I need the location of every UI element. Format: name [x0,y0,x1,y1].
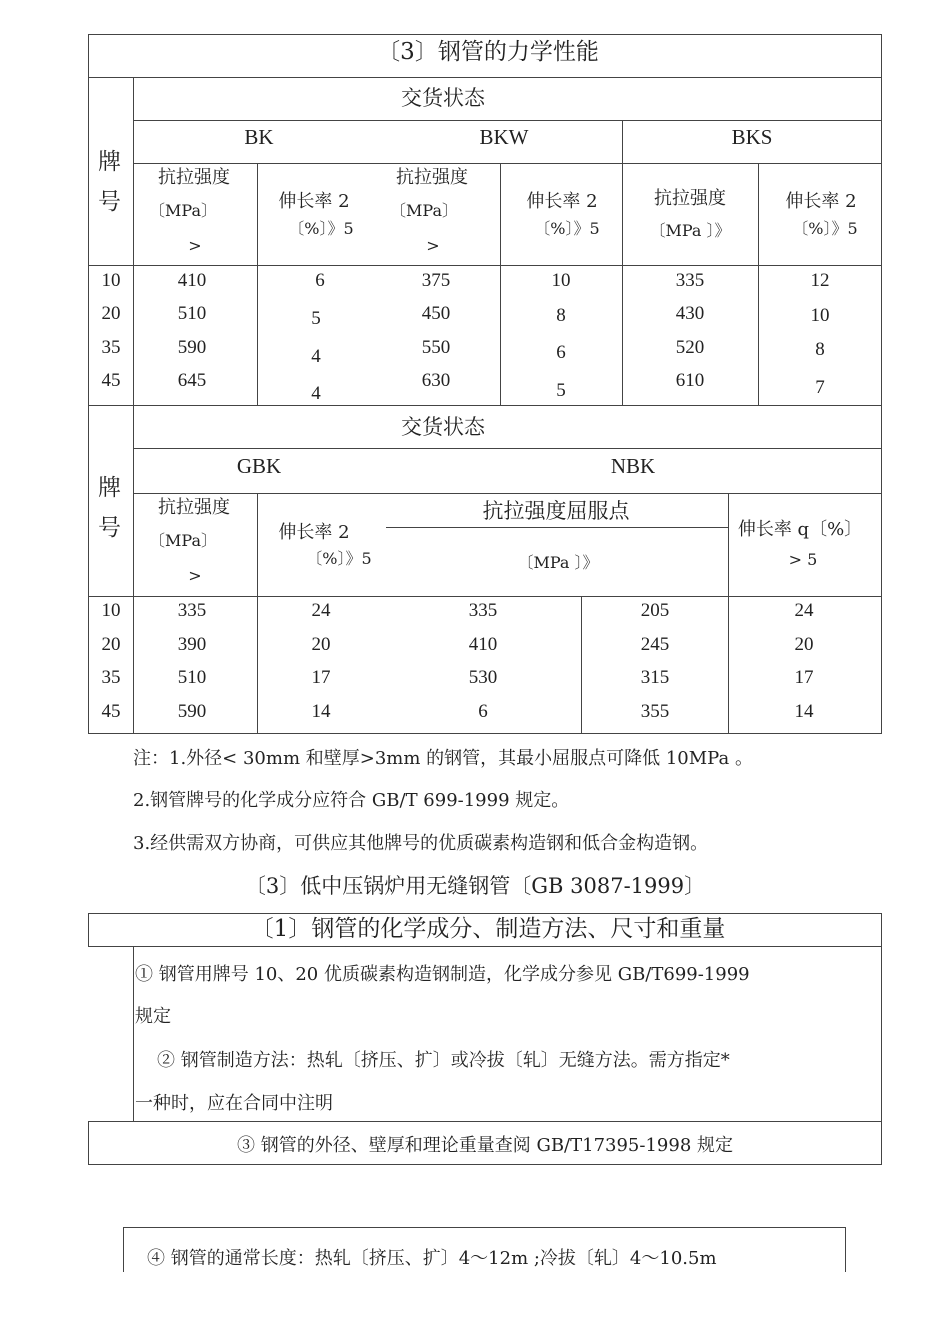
table-cell: 12 [810,270,830,291]
table-cell: 24 [311,600,331,621]
header-tensile-bk-unit: 〔MPa〕 [149,201,217,220]
header-elong-bk: 伸长率 2 [278,191,350,212]
item-3: ③ 钢管的外径、壁厚和理论重量查阅 GB/T17395-1998 规定 [237,1135,733,1156]
table-cell: 645 [177,370,207,391]
header-tensile-bkw-gt: > [426,236,440,255]
table-cell: 430 [675,303,705,324]
table-cell: 630 [421,370,451,391]
table-cell: 24 [794,600,814,621]
table-cell: 355 [640,701,670,722]
table-cell: 17 [311,667,331,688]
grade-cell: 45 [101,370,121,391]
note-2: 2.钢管牌号的化学成分应符合 GB/T 699-1999 规定。 [133,790,570,811]
delivery-state-label-2: 交货状态 [401,415,485,439]
table-cell: 550 [421,337,451,358]
section-heading: 〔1〕钢管的化学成分、制造方法、尺寸和重量 [250,916,726,942]
header-elong-nbk-gt: > 5 [788,550,818,569]
header-tensile-gbk: 抗拉强度 [158,497,230,518]
grade-cell: 20 [101,634,121,655]
item-1-line-2: 规定 [135,1006,171,1027]
table-cell: 335 [468,600,498,621]
header-tensile-gbk-gt: > [188,566,202,585]
table-cell: 510 [177,667,207,688]
table-cell: 205 [640,600,670,621]
group-nbk: NBK [610,454,656,478]
header-tensile-bks: 抗拉强度 [654,188,726,209]
header-tensile-bks-unit: 〔MPa 〕》 [649,221,731,240]
table-cell: 520 [675,337,705,358]
grade-cell: 20 [101,303,121,324]
header-tensile-yield-unit: 〔MPa 〕》 [517,553,599,572]
table-cell: 590 [177,337,207,358]
grade-cell: 10 [101,600,121,621]
grade-cell: 35 [101,667,121,688]
header-elong-gbk: 伸长率 2 [278,522,350,543]
note-1: 注：1.外径< 30mm 和壁厚>3mm 的钢管，其最小屈服点可降低 10MPa 。 [133,748,753,769]
table-cell: 4 [311,346,321,367]
group-gbk: GBK [236,454,282,478]
item-2-line-1: ② 钢管制造方法：热轧〔挤压、扩〕或冷拔〔轧〕无缝方法。需方指定* [157,1050,730,1071]
table-cell: 6 [315,270,325,291]
header-elong-bks-unit: 〔%〕》5 [792,219,858,238]
table-cell: 20 [311,634,331,655]
table-cell: 20 [794,634,814,655]
table-cell: 530 [468,667,498,688]
grade-cell: 45 [101,701,121,722]
table-cell: 590 [177,701,207,722]
grade-label-1: 牌号 [98,149,121,215]
header-tensile-gbk-unit: 〔MPa〕 [149,531,217,550]
delivery-state-label-1: 交货状态 [401,86,485,110]
table-cell: 335 [675,270,705,291]
grade-cell: 35 [101,337,121,358]
header-elong-bkw: 伸长率 2 [526,191,598,212]
table-cell: 14 [794,701,814,722]
header-elong-bkw-unit: 〔%〕》5 [534,219,600,238]
table-cell: 10 [810,305,830,326]
group-bkw: BKW [479,125,529,149]
table-cell: 4 [311,383,321,404]
header-elong-bks: 伸长率 2 [785,191,857,212]
table-cell: 6 [556,342,566,363]
header-tensile-yield: 抗拉强度屈服点 [482,499,630,523]
group-bk: BK [244,125,274,149]
table-cell: 5 [556,380,566,401]
table-cell: 390 [177,634,207,655]
header-tensile-bkw-unit: 〔MPa〕 [390,201,458,220]
item-1-line-1: ① 钢管用牌号 10、20 优质碳素构造钢制造，化学成分参见 GB/T699-1999 [135,964,750,985]
table-cell: 14 [311,701,331,722]
table-cell: 315 [640,667,670,688]
table-cell: 410 [468,634,498,655]
section-title: 〔3〕低中压锅炉用无缝钢管〔GB 3087-1999〕 [244,874,706,898]
item-4: ④ 钢管的通常长度：热轧〔挤压、扩〕4〜12m ;冷拔〔轧〕4〜10.5m [147,1248,717,1269]
grade-label-2: 牌号 [98,475,121,541]
grade-cell: 10 [101,270,121,291]
table-cell: 245 [640,634,670,655]
table-cell: 8 [815,339,825,360]
table-cell: 335 [177,600,207,621]
group-bks: BKS [731,125,773,149]
header-elong-bk-unit: 〔%〕》5 [288,219,354,238]
table-cell: 410 [177,270,207,291]
table-cell: 6 [478,701,488,722]
header-elong-nbk: 伸长率 q〔%〕 [737,519,863,540]
table-cell: 610 [675,370,705,391]
table-cell: 375 [421,270,451,291]
note-3: 3.经供需双方协商，可供应其他牌号的优质碳素构造钢和低合金构造钢。 [133,833,709,854]
header-elong-gbk-unit: 〔%〕》5 [306,549,372,568]
table-cell: 5 [311,308,321,329]
table-cell: 10 [551,270,571,291]
header-tensile-bk: 抗拉强度 [158,167,230,188]
table-title: 〔3〕钢管的力学性能 [377,39,599,65]
header-tensile-bk-gt: > [188,236,202,255]
table-cell: 8 [556,305,566,326]
table-cell: 510 [177,303,207,324]
item-2-line-2: 一种时，应在合同中注明 [135,1093,333,1114]
table-cell: 450 [421,303,451,324]
header-tensile-bkw: 抗拉强度 [396,167,468,188]
table-cell: 7 [815,377,825,398]
table-cell: 17 [794,667,814,688]
